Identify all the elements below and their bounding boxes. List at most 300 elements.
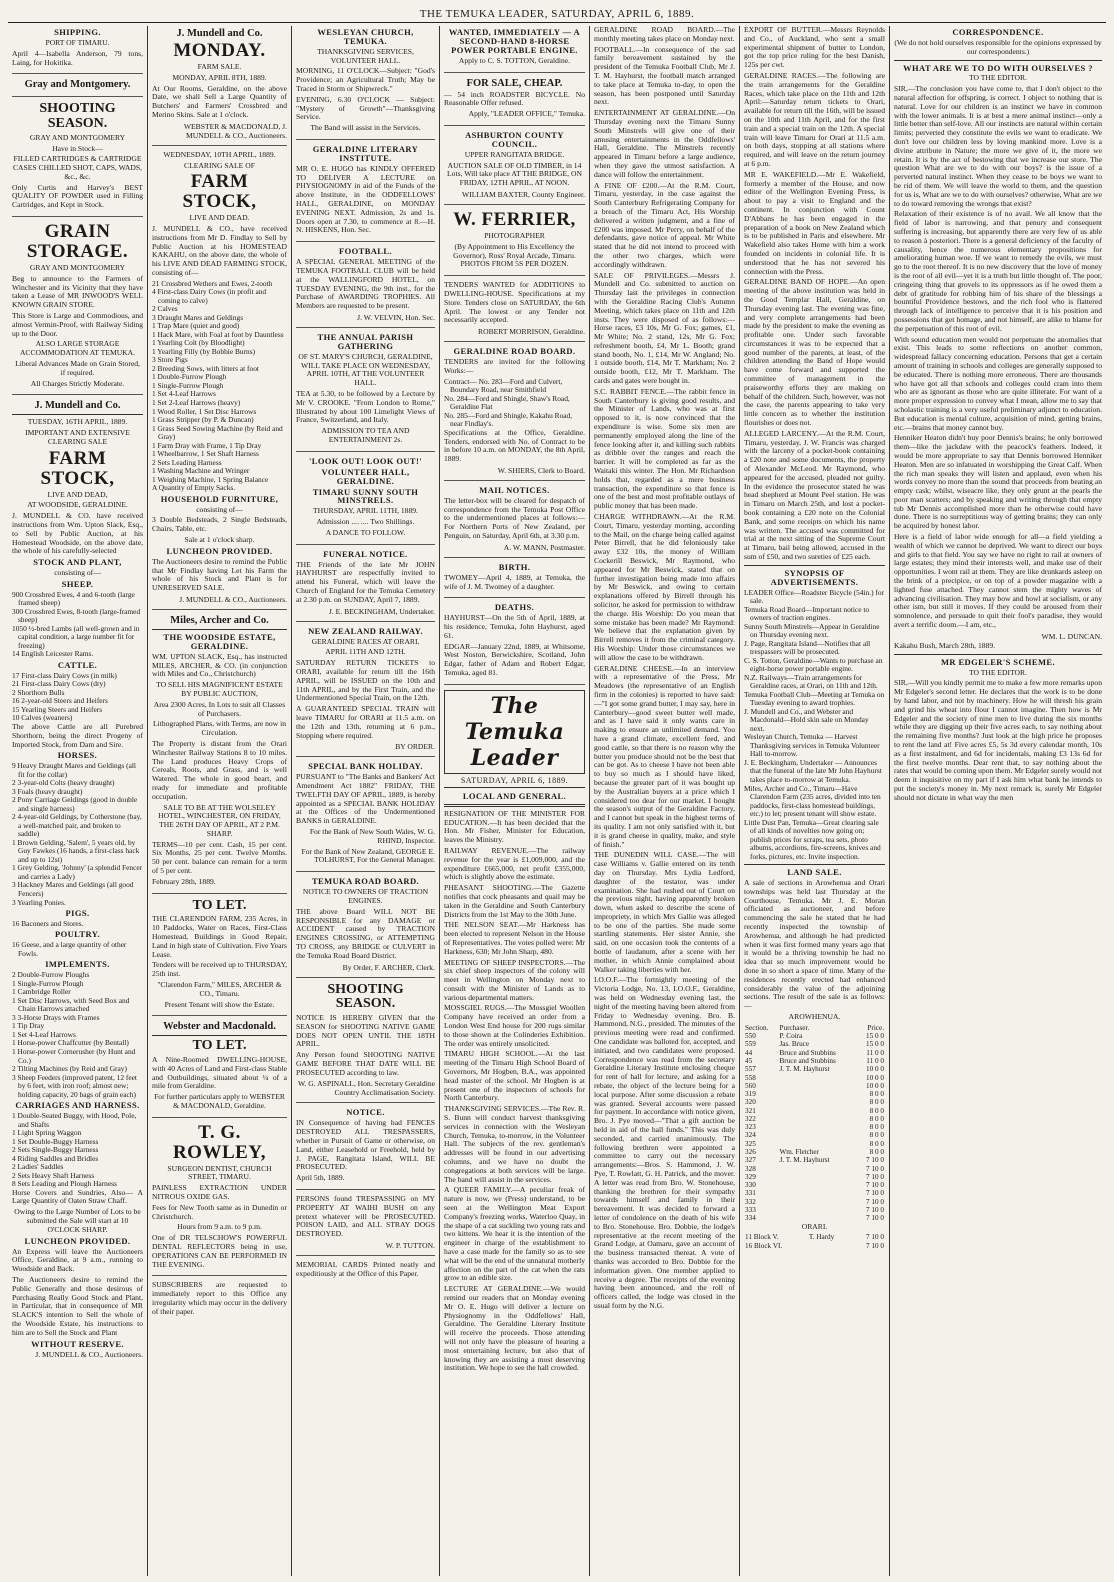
table-cell: 7 10 0 [866,1197,884,1206]
table-cell: 8 0 0 [869,1139,884,1148]
list-item: 3 Sheep Feeders (improved patent, 12 feet by 6 feet, with iron roof; almost new; holding capacity, 20 bags of grain each) [12,1072,137,1099]
column-header: Price. [867,1023,884,1032]
list-item: 1 Wood Roller, 1 Set Disc Harrows [152,406,257,416]
advertiser-name: Miles, Archer and Co. [170,614,269,626]
letter-place: Kakahu Bush, March 28th, 1889. [894,640,996,650]
ad-text: MORNING, 11 O'CLOCK—Subject: "God's Providence; an Agricultural Truth; May be Traced in Storm or Shipwreck." [296,66,435,94]
table-cell: 16 Block VI. [745,1241,783,1250]
ad-subheading: PHOTOGRAPHER [484,230,545,240]
ad-text: Owing to the Large Number of Lots to be submitted the Sale will start at 10 O'CLOCK SHARP. [14,1207,141,1234]
ad-heading: TEMUKA ROAD BOARD. [311,876,420,887]
news-paragraph: SALE OF PRIVILEGES.—Messrs J. Mundell and Co. submitted to auction on Thursday last the privileges in connection with the Geraldine Racing Club's Autumn Meeting, which takes place on 11th and 12th insts. They were disposed of as follows:—Horse races, £3 10s, Mr G. Fox; games, £1, Mr White; No. 2 stand, 12s, Mr G. Fox; refreshment booth, £4, Mr L. Booth; grand stand booth, No. 1, £14, Mr W. Angland; No. 1 outside booth, £14, Mr T. Markham; No. 2 outside booth, £12, Mr T. Markham. The cards and gates were bought in. [594,270,735,386]
ad-heading: THE ANNUAL PARISH GATHERING [317,331,414,351]
list-item: 2 Double-Furrow Ploughs [12,970,90,980]
editorial-note: (We do not hold ourselves responsible for the opinions expressed by our correspondents.) [894,37,1102,56]
ad-text: A Nine-Roomed DWELLING-HOUSE, with 40 Acres of Land and First-class Stable and Outbuildings, situated about ¼ of a mile from Geraldine. [152,1055,287,1091]
table-cell: 323 [745,1123,756,1132]
ad-text: For the Bank of New Zealand, GEORGE E. TOLHURST, For the General Manager. [301,846,435,865]
ad-text: ALSO LARGE STORAGE ACCOMMODATION AT TEMUKA. [19,339,136,358]
list-item: 21 First-class Dairy Cows (dry) [12,679,106,689]
ad-heading: 'LOOK OUT! LOOK OUT!' [308,455,422,466]
parish-gathering-ad [296,333,435,452]
orari-sale-table [744,1233,885,1250]
table-cell: 8 0 0 [869,1098,884,1107]
carriages-list [12,1112,143,1189]
table-cell [779,1074,858,1082]
ad-heading: FOOTBALL. [339,246,392,257]
table-row [744,1148,885,1156]
ad-heading: FOR SALE, CHEAP. [466,77,563,89]
list-item: 2 4-year-old Geldings, by Cotherstone (bay, a well-matched pair, and broken to saddle) [12,812,142,839]
table-cell: 7 10 0 [866,1172,884,1181]
ad-signature: BY ORDER. [395,742,435,752]
advertiser-name: Gray and Montgomery. [24,79,131,91]
list-item: 3 Hackney Mares and Geldings (all good Fencers) [12,880,134,898]
list-item: 1 Grass Stripper (by P. & Duncan) [152,415,254,425]
ad-text: — 54 inch ROADSTER BICYCLE. No Reasonable Offer refused. [444,89,585,108]
news-paragraph: EXPORT OF BUTTER.—Messrs Reynolds and Co., of Auckland, who sent a small experimental shipment of butter to London, got the top price ruling for the best Danish, 125s per cwt. [744,26,885,70]
table-cell: 325 [745,1139,756,1148]
list-item: No. 285—Ford and Shingle, Kakahu Road, near Findlay's. [444,410,573,429]
list-item: 3 Yearling Ponies. [12,897,66,907]
news-paragraph: FOOTBALL.—In consequence of the sad family bereavement sustained by the president of the Temuka Football Club, Mr J. T. M. Hayhurst, the football match arranged to take place at Temuka to-day, to open the season, has been postponed until Saturday next. [594,44,735,107]
ad-text: The Property is distant from the Orari Winchester Railway Stations 8 to 10 miles. The Land produces Heavy Crops of Cereals, Roots, and Grass, and is well Watered. The whole in good heart, and ready for immediate and profitable occupation. [152,738,287,801]
sale-date: TUESDAY, 16TH APRIL, 1889. [27,417,128,427]
table-caption: ORARI. [801,1221,828,1231]
ad-text: The Band will assist in the Services. [310,123,421,133]
shooting-season-ad [12,102,143,217]
ad-subheading: NOTICE TO OWNERS OF TRACTION ENGINES. [302,887,429,905]
ad-text: PURSUANT to "The Banks and Bankers' Act Amendment Act 1882" FRIDAY, THE TWELFTH DAY OF APRIL, 1889, is hereby appointed as a SPECIAL BANK HOLIDAY at the Offices of the Undermentioned BANKS in GERALDINE. [296,772,435,826]
ad-text: Tenders will be received up to THURSDAY, 25th inst. [152,960,287,979]
section-heading: CARRIAGES AND HARNESS. [15,1100,140,1111]
list-item: 2 Pony Carriage Geldings (good in double and single harness) [12,795,138,813]
table-cell: 560 [745,1081,756,1090]
cattle-list [12,672,143,723]
table-cell: 328 [745,1164,756,1173]
ad-text: An Express will leave the Auctioneers Office, Geraldine, at 9 a.m., running to Woodside and Back. [12,1246,143,1274]
trespass-notice [296,1108,435,1190]
list-item: 16 2-year-old Steers and Heifers [12,696,108,706]
page-masthead: THE TEMUKA LEADER, SATURDAY, APRIL 6, 1889. [8,6,1106,23]
table-cell [779,1173,858,1181]
ad-text: Specifications at the Office, Geraldine. Tenders, endorsed with No. of Contract to be in before 10 a.m. on MONDAY, the 8th April, 1889. [444,427,585,464]
table-cell: 8 0 0 [869,1123,884,1132]
divider [744,565,885,566]
ad-text: TEA at 5.30, to be followed by a Lecture by Mr V. CROOKE. "From London to Rome," Illustrated by about 100 Limelight Views of France, Switzerland, and Italy. [296,388,435,425]
shipping-block [12,28,143,74]
ad-heading: NEW ZEALAND RAILWAY. [308,625,423,636]
list-item: 1 Wheelbarrow, 1 Set Shaft Harness [152,449,259,459]
ad-signature: W. SHIERS, Clerk to Board. [497,465,585,475]
news-paragraph: ALLEGED LARCENY.—At the R.M. Court, Timaru, yesterday, J. W. Francis was charged with the larceny of a pocket-book containing a £20 note and some documents, the property of Alexander McLeod. Mr Raymond, who appeared for the accused, pleaded not guilty. In the evidence the prosecutor stated he was head shepherd at Mount Peel station. He was in Timaru on March 25th, and lost a pocket-book containing a £20 note on the Colonial Bank, and some receipts on which his name was written. The accused was committed for trial at the next sitting of the Supreme Court at Timaru, bail being allowed, accused in the sum of £50, and two sureties of £25 each. [744,428,885,562]
list-item: 17 First-class Dairy Cows (in milk) [12,670,117,680]
football-ad [296,247,435,328]
list-item: 1 Washing Machine and Wringer [152,466,250,476]
ad-text: ADMISSION TO TEA AND ENTERTAINMENT 2s. [321,426,410,444]
ad-text: The Auctioneers desire to remind the Public that Mr Findlay having Let his Farm the whole of his Stock and Plant is for UNRESERVED SALE. [152,556,287,593]
table-cell: 324 [745,1131,756,1140]
table-cell [779,1082,858,1090]
table-cell: P. Coira [779,1032,803,1041]
advertiser-name: J. Mundell and Co. [176,28,263,39]
sale-subheading: FARM SALE. [197,61,242,71]
list-item: 1 Horse-power Chaffcutter (by Bentall) [12,1038,129,1048]
table-row [744,1082,885,1090]
ad-text: Present Tenant will show the Estate. [164,999,275,1009]
table-cell: 559 [745,1040,756,1049]
ad-heading: MAIL NOTICES. [479,484,550,495]
ad-date: February 28th, 1889. [152,876,216,886]
letter-salutation: TO THE EDITOR. [968,667,1027,677]
table-cell: 329 [745,1172,756,1181]
news-paragraph: MOSSGIEL RUGS.—The Mossgiel Woollen Company have received an order from a London West End house for 200 rugs similar to those shown at the Colinderies Exhibition. The order was entirely unsolicited. [444,1003,585,1048]
memorial-cards-ad [296,1261,435,1285]
ad-text: For the Bank of New South Wales, W. G. RHIND, Inspector. [309,827,435,845]
ad-heading: WESLEYAN CHURCH, TEMUKA. [317,27,414,46]
list-item: 1 Set 4-Leaf Harrows [152,389,216,399]
ad-text: At Our Rooms, Geraldine, on the above Date, we shall Sell a Large Quantity of Butchers' and Farmers' Crossbred and Merino Skins. Sale at 1 o'clock. [152,83,287,119]
list-item: 2 Calves [152,304,178,314]
divider [894,60,1102,61]
news-paragraph: A sale of sections in Arowhenua and Orari townships was held last Thursday at the Courthouse, Temuka. Mr J. E. Moran officiated as auctioneer, and before commencing the sale he stated that he had recently inspected the township of Arowhenua, and although he had predicted when it was first formed many years ago that it would be a thriving township he had no idea that so much improvement would be done in so short a space of time. Many of the residences recently erected had enhanced considerably the value of the adjoining sections. The result of the sale is as follows:— [744,878,885,1011]
table-row [744,1115,885,1123]
ad-subheading: UPPER RANGITATA BRIDGE. [464,149,565,159]
news-paragraph: GERALDINE CHEESE.—In an interview with a representative of the Press, Mr Meadows (the representative of an English firm in the colonies) is reported to have said:—"I got some grand butter, I may say, here in Canterbury—good sweet butter well made, and as I have said it only wants care in making to ensure an unlimited demand. You have a grand climate, excellent feed, and good cattle, so that there is no reason why the butter you produce should not be the best that can be got. As to cheese I have not been able to buy so much as I should have liked, because the greater part of it was bought up by the Australian buyers at a price which I considered too dear for our market. I bought the season's output of the Geraldine Factory, and I cannot but speak in the highest terms of its quality. I am not only satisfied with it, but it is grand cheese in quality, make, and style of finish." [594,663,735,849]
table-row [744,1206,885,1214]
column-5 [590,26,740,1576]
ad-heading: FARM STOCK, [182,171,257,213]
contracts-list [444,378,585,429]
ad-heading: MONDAY. [173,40,266,62]
list-item: 2 Sets Single-Buggy Harness [12,1145,99,1155]
geraldine-road-board-ad [444,347,585,481]
table-row [744,1189,885,1197]
table-cell: 8 0 0 [869,1131,884,1140]
synopsis-list [744,589,885,862]
table-row [744,1098,885,1106]
table-cell: Bruce and Stubbins [779,1048,836,1057]
ad-text: A GUARANTEED SPECIAL TRAIN will leave TIMARU for ORARI at 11.5 a.m. on the 12th and 13th, returning at 6 p.m., Stopping where required. [296,704,435,740]
list-item: 1 Hack Mare, with Foal at foot by Dauntless [152,329,284,339]
ad-text: HAYHURST—On the 5th of April, 1889, at his residence, Temuka, John Hayhurst, aged 61. [444,613,585,640]
ad-heading: TO LET. [192,1038,247,1054]
ad-signature: J. MUNDELL & CO., Auctioneers. [35,1350,143,1360]
news-paragraph: LECTURE AT GERALDINE.—We would remind our readers that on Monday evening Mr O. E. Hugo will deliver a lecture on Physiognomy in the Oddfellows' Hall, Geraldine. The Geraldine Literary Institute will receive the proceeds. Those attending will not only have the pleasure of hearing a most entertaining lecture, but also that of knowing they are assisting a most deserving institution. We hope to see the hall crowded. [444,1284,585,1373]
ad-text: The letter-box will be cleared for despatch of correspondence from the Temuka Post Office to the undermentioned places at follows:— For Northern Ports of New Zealand, per Penguin, on Saturday, April 6th, at 3.30 p.m. [444,495,585,541]
sale-subheading: LIVE AND DEAD, [47,489,108,499]
ad-text: SUBSCRIBERS are requested to immediately report to this Office any irregularity which may occur in the delivery of their paper. [152,1280,287,1316]
table-cell [779,1115,858,1123]
table-cell: 320 [745,1098,756,1107]
table-cell: 45 [745,1056,753,1065]
table-row [744,1057,885,1065]
ad-text: Apply, "LEADER OFFICE," Temuka. [468,109,585,119]
ad-signature: J. E. BECKINGHAM, Undertaker. [328,606,435,616]
land-rows [744,1233,885,1250]
ad-text: SATURDAY RETURN TICKETS to ORARI, available for return till the 16th APRIL, will be ISSUED on the 10th and 11th APRIL, and by the First Train, and the Undermentioned Special Train, on the 12th. [296,658,435,703]
table-cell: 10 0 0 [866,1065,884,1074]
list-item: 1 Set Disc Harrows, with Seed Box and Chain Harrows attached [12,995,130,1014]
list-item: 1 Yearling Colt (by Bloodlight) [152,338,245,348]
section-heading: LAND SALE. [787,867,842,878]
ad-text: EDGAR—January 22nd, 1889, at Whitsome, West Noston, Berwickshire, Scotland, John Edgar, father of Adam and Robert Edgar, Temuka, aged 81. [444,641,585,678]
table-cell: 7 10 0 [866,1189,884,1198]
table-row [744,1198,885,1206]
table-cell [779,1181,858,1189]
waihi-trespass-notice [296,1195,435,1256]
table-row [744,1065,885,1073]
ad-text: THE above Board WILL NOT BE RESPONSIBLE for any DAMAGE or ACCIDENT caused by TRACTION ENGINES CROSSING, or ATTEMPTING TO CROSS, any BRIDGE or CULVERT in the Temuka Road Board District. [296,906,435,960]
list-item: Miles, Archer and Co., Timaru—Have Clarendon Farm (235 acres, divided into ten paddocks, first-class homestead buildings, etc.) to let; present tenant will show estate. [744,783,881,819]
table-cell: Jas. Bruce [779,1040,810,1049]
ad-text: THE CLARENDON FARM, 235 Acres, in 10 Paddocks, Water on Races, First-Class Homestead, Buildings in Good Repair, Land in high state of Cultivation. Five Years Lease. [152,914,287,959]
list-item: 2 Ladies' Saddles [12,1162,64,1172]
list-item: 3 3-Horse Drays with Frames [12,1012,100,1022]
ad-heading: SHOOTING SEASON. [327,981,404,1012]
poultry-list [12,941,143,958]
ad-text: WM. UPTON SLACK, Esq., has instructed MILES, ARCHER, & CO. (in conjunction with Miles and Co., Christchurch) [152,651,287,679]
section-heading: IMPLEMENTS. [45,959,110,970]
list-item: 2 3-year-old Colts (heavy draught) [12,778,115,788]
table-cell: 15 0 0 [866,1040,884,1049]
table-cell: 326 [745,1148,756,1157]
section-heading: SYNOPSIS OF ADVERTISEMENTS. [770,567,859,587]
list-item: 1 Set 4-Leaf Harrows [12,1029,76,1039]
list-item: 1 Yearling Filly (by Bobbie Burns) [152,346,256,356]
list-item: 2 Breeding Sows, with litters at foot [152,363,259,373]
table-row [744,1181,885,1189]
table-cell: 15 0 0 [866,1032,884,1041]
ad-text: TWOMEY—April 4, 1889, at Temuka, the wife of J. M. Twomey of a daughter. [444,572,585,591]
dentist-ad [152,1123,287,1277]
ad-text: Horse Covers and Sundries, Also— A Large Quantity of Oaten Straw Chaff. [12,1187,143,1206]
list-item: No. 284—Ford and Shingle, Shaw's Road, Geraldine Flat [444,393,570,412]
wesleyan-church-ad [296,28,435,140]
table-header-row [744,1024,885,1032]
table-cell: 327 [745,1156,756,1165]
list-item: J. Page, Rangitata Island—Notifies that all trespassers will be prosecuted. [744,638,871,657]
list-item: 9 Heavy Draught Mares and Geldings (all fit for the collar) [12,761,136,779]
news-paragraph: A FINE OF £200.—At the R.M. Court, Timaru, yesterday, in the case against the South Canterbury Refrigerating Company for a breach of the Timaru Act, His Worship delivered a written judgment, and a fine of £200 was imposed. Mr Perry, on behalf of the defendants, gave notice of appeal. Mr White stated that he did not intend to proceed with the other two charges, which were accordingly withdrawn. [594,180,735,269]
list-item: 3 Store Pigs [152,355,188,365]
table-row [744,1040,885,1048]
table-row [744,1233,885,1241]
ad-text: For further particulars apply to WEBSTER & MACDONALD, Geraldine. [154,1092,285,1111]
death-notices [444,603,585,685]
section-heading: HORSES. [57,750,98,761]
photographer-ad [444,210,585,276]
ad-signature: WEBSTER & MACDONALD, J. MUNDELL & CO., Auctioneers. [183,121,287,140]
sheep-list [12,591,143,659]
list-item: 2 Shorthorn Bulls [12,687,65,697]
table-cell [779,1206,858,1214]
table-cell: Bruce and Stubbins [779,1056,836,1065]
mail-notices [444,486,585,558]
column-6 [740,26,890,1576]
list-item: Little Dust Pan, Temuka—Great clearing sale of all kinds of novelties now going on; publish prices for scraps, tea sets, photo albums, accordions, fire-screens, knives and forks, pictures, etc. Invite inspection. [744,817,881,861]
list-item: 3 Draught Mares and Geldings [152,312,244,322]
ad-text: Lithographed Plans, with Terms, are now in Circulation. [152,719,287,738]
column-3 [292,26,440,1576]
ad-text: THE Friends of the late Mr JOHN HAYHURST are respectfully invited to attend his Funeral, which will leave the Church of England for the Temuka Cemetery at 2.30 p.m. on SUNDAY, April 7, 1889. [296,559,435,604]
news-paragraph: ENTERTAINMENT AT GERALDINE.—On Thursday evening next the Timaru Sunny South Minstrels will give one of their amusing entertainments in the Oddfellows' Hall, Geraldine. The Minstrels recently appeared in Timaru before a large audience, when they gave the utmost satisfaction. A dance will follow the entertainment. [594,108,735,179]
ad-text: FILLED CARTRIDGES & CARTRIDGE CASES CHILLED SHOT, CAPS, WADS, &c., &c. [12,154,143,181]
list-item: 4 Riding Saddles and Bridles [12,1153,99,1163]
ad-signature: J. MUNDELL & CO., Auctioneers. [179,594,287,604]
table-cell [779,1090,858,1098]
ad-text: Only Curtis and Harvey's BEST QUALITY OF POWDER used in Filling Cartridges, and Kept in Stock. [12,182,143,210]
list-item: 1 Double-Furrow Plough [152,372,227,382]
news-paragraph: GERALDINE BAND OF HOPE.—An open meeting of the above institution was held in the Good Templar Hall, Geraldine, on Thursday evening last. The evening was fine, and very complete arrangements had been made by the president to make the evening as profitable one. Under such favorable circumstances it was to be expected that a good number of the parents, at least, of the children attending the Band of Hope would have come forward and supported the committee of management in the praiseworthy efforts they are making on behalf of the children. Such, however, was not the case, the parents appearing to take very little concern as to whether the institution flourishes or does not. [744,277,885,428]
news-paragraph: MR E. WAKEFIELD.—Mr E. Wakefield, formerly a member of the House, and now editor of the Wellington Evening Press, is about to pay a visit to England and the continent. In conjunction with Count D'Abbans he has been engaged in the preparation of a book on New Zealand which is to be published in Paris and elsewhere. Mr Wakefield also takes Home with him a work founded on incidents in colonial life. It is understood that he has not severed his connection with the Press. [744,169,885,276]
news-paragraph: TIMARU HIGH SCHOOL.—At the last meeting of the Timaru High School Board of Governors, Mr Hogben, B.A., was appointed head master of the school. Mr Hogben is at present one of the inspectors of schools for North Canterbury. [444,1049,585,1103]
ad-text: MR O. E. HUGO has KINDLY OFFERED TO DELIVER A LECTURE on PHYSIOGNOMY in aid of the Funds of the above Institute, in the ODDFELLOWS' HALL, GERALDINE, on MONDAY EVENING NEXT. Admission, 2s and 1s. Doors open at 7.30, to commence at 8.—H. N. HISKENS, Hon. Sec. [296,163,435,235]
divider [152,1035,287,1036]
column-1 [8,26,148,1576]
list-item: 8 Sets Leading and Plough Harness [12,1179,117,1189]
ad-signature: ROBERT MORRISON, Geraldine. [478,327,585,337]
columns [8,26,1106,1576]
list-item: 1 Grass Seed Sowing Machine (by Reid and Gray) [152,423,283,442]
table-cell [779,1189,858,1197]
ad-signature: W. G. ASPINALL, Hon. Secretary Geraldine Country Acclimatisation Society. [297,1079,435,1098]
ad-signature: J. W. VELVIN, Hon. Sec. [357,312,435,322]
ad-text: The above Cattle are all Purebred Shorthorn, being the direct Progeny of Imported Stock, from Dam and Sire. [12,721,143,749]
tenders-ad [444,281,585,342]
table-cell: 7 10 0 [866,1214,884,1223]
ad-text: AUCTION SALE OF OLD TIMBER, in 14 Lots, Will take place AT THE BRIDGE, ON FRIDAY, 12TH APRIL, AT NOON. [447,160,582,188]
table-cell [779,1165,858,1173]
list-item: J. E. Beckingham, Undertaker — Announces that the funeral of the late Mr John Hayhurst takes place to-morrow at Temuka. [744,757,882,784]
local-news [444,792,585,1373]
ad-text: consisting of— [54,568,101,578]
sale-location: AT WOODSIDE, GERALDINE. [27,500,128,510]
shipping-heading: SHIPPING. [54,27,101,37]
letter-title: MR EDGELER'S SCHEME. [940,656,1056,667]
horses-list [12,762,143,907]
ad-text: Fees for New Tooth same as in Dunedin or Christchurch. [152,1202,287,1221]
ad-subheading: GERALDINE RACES AT ORARI. [311,636,420,646]
table-cell: 332 [745,1197,756,1206]
list-item: Wesleyan Church, Temuka — Harvest Thanksgiving services in Temuka Volunteer Hall to-morrow. [744,732,880,759]
list-item: 10 Calves (weaners) [12,713,73,723]
land-rows [744,1032,885,1222]
ad-text: The Auctioneers desire to remind the Public Generally and those desirous of Purchasing Really Good Stock and Plant, in Particular, that in consequence of MR SLACK'S intention to Sell the whole of the Woodside Estate, his instructions to him are to Sell the Stock and Plant [12,1274,143,1337]
shipping-subheading: PORT OF TIMARU. [45,37,110,47]
list-item: 1050 ½-bred Lambs (all well-grown and in capital condition, a large number fit for freezing) [12,623,140,650]
list-item: 4 First-class Dairy Cows (in profit and coming to calve) [152,287,267,305]
ad-text: TO SELL HIS MAGNIFICENT ESTATE BY PUBLIC AUCTION, [156,680,283,698]
table-row [744,1074,885,1082]
ad-heading: W. FERRIER, [453,209,576,230]
ad-text: Hours from 9 a.m. to 9 p.m. [177,1222,262,1232]
ad-advertiser: GRAY AND MONTGOMERY [29,262,126,272]
list-item: N.Z. Railways—Train arrangements for Geraldine races, at Orari, on 11th and 12th. [744,672,878,691]
implements-list [12,971,143,1099]
list-item: 2 Sets Heavy Shaft Harness [12,1170,95,1180]
ad-text: TENDERS WANTED for ADDITIONS to DWELLING-HOUSE. Specifications at my Store. Tenders close on SATURDAY, the 6th April. The lowest or any Tender not necessarily accepted. [444,280,585,325]
ad-text: J. MUNDELL & CO. have received instructions from Wm. Upton Slack, Esq., to Sell by Public Auction, at his Homestead Woodside, on the above date, the whole of his carefully-selected [12,511,143,556]
list-item: 1 Weighing Machine, 1 Spring Balance [152,474,269,484]
section-heading: LUNCHEON PROVIDED. [166,545,273,556]
ad-text: "Clarendon Farm," MILES, ARCHER & CO., Timaru. [157,979,282,998]
table-cell [779,1098,858,1106]
table-cell [808,1242,853,1250]
subscribers-notice [152,1281,287,1322]
column-7 [890,26,1106,1576]
list-item: 1 Double-Seated Buggy, with Hood, Pole, and Shafts [12,1111,137,1129]
news-paragraph: A QUEER FAMILY.—A peculiar freak of nature is now, we (Press) understand, to be seen at the Wellington Meat Export Company's freezing works, Waterloo Quay, in the shape of a cat suckling two young rats and two kittens. We hear it is the intention of the engineer in charge of the establishment to have a case made for the family so as to see what will be the end of the unnatural motherly affection on the part of the cat when the rats grow to an edible size. [444,1185,585,1283]
letter-paragraph: SIR,—Will you kindly permit me to make a few more remarks upon Mr Edgeler's second letter. He declares that the work is to be done by hand labor, and not by machinery. How he will thresh his grain and grind his wheat into flour I cannot imagine. Then how is Mr Edgeler and the society of nine men to live during the six months while they are digging up their five acres each, to say nothing about the remaining five months? Just look at the high price he proposes to rent the land at! Five acres £5, 5s 3d every calendar month, 10s as a first instalment, and 6d for incidentals, making £3 13s 6d for the first twelve months. Dear rent that, to say nothing about the rates that would be coming upon them. Mr Edgeler surely would not deem it inquisitive on my part if I ask him what bank he intends to put the society's money in. My next remark is, surely Mr Edgeler should not dictate in what way the men [894,678,1102,802]
list-item: 2 Sets Leading Harness [152,457,222,467]
table-cell: J. T. M. Hayhurst [779,1156,830,1165]
ad-heading: FUNERAL NOTICE. [323,548,408,559]
table-cell: 334 [745,1214,756,1223]
birth-notice [444,563,585,599]
list-item: 14 English Leicester Rams. [12,649,94,659]
table-cell: 8 0 0 [869,1114,884,1123]
list-item: 15 Yearling Steers and Heifers [12,704,103,714]
sale-subheading: IMPORTANT AND EXTENSIVE CLEARING SALE [25,428,130,446]
column-4 [440,26,590,1576]
advertiser-name: Webster and Macdonald. [163,1021,276,1033]
bank-holiday-ad [296,762,435,872]
engine-wanted-ad [444,28,585,73]
stock-list [152,280,287,493]
sale-subheading: CLEARING SALE OF [184,160,255,170]
road-board-ad [296,877,435,977]
table-cell: 8 0 0 [869,1148,884,1157]
grain-storage-ad [12,222,143,395]
ad-text: (By Appointment to His Excellency the Governor), Ross' Royal Arcade, Timaru. PHOTOS FROM 5S PER DOZEN. [453,241,576,269]
ad-subheading: VOLUNTEER HALL, GERALDINE. [321,466,410,486]
list-item: 16 Baconers and Stores. [12,918,84,928]
divider [444,804,585,807]
table-cell: 322 [745,1114,756,1123]
land-sale-table [744,1024,885,1223]
ad-text: OF ST. MARY'S CHURCH, GERALDINE, WILL TAKE PLACE ON WEDNESDAY, APRIL 10TH, AT THE VOLUNTEER HALL. [298,351,433,388]
section-heading: BIRTH. [498,561,531,572]
news-paragraph: GERALDINE RACES.—The following are the train arrangements for the Geraldine Races, which take place on the 11th and 12th April:—Saturday return tickets to Orari, available for return till the 16th, will be issued on the 10th and 11th April, and for the first train and a special train on the 12th. A special train will leave Timaru for Orari at 11.5 a.m. on both days, stopping at all stations where required, and will leave on the return journey at 6 p.m. [744,70,885,168]
list-item: 1 Brown Gelding, 'Salem', 5 years old, by Guy Fawkes (16 hands, a first-class hack and up to 12st) [12,837,140,864]
issue-date: SATURDAY, APRIL 6, 1889. [444,776,585,788]
section-heading: CATTLE. [57,659,98,670]
list-item: 1 Single-Furrow Plough [152,380,224,390]
section-heading: WITHOUT RESERVE. [31,1338,124,1349]
divider [12,414,143,415]
table-cell: 7 10 0 [866,1206,884,1215]
ad-text: Sale at 1 o'clock sharp. [184,534,255,544]
ad-date: April 5th, 1889. [296,1173,345,1183]
table-cell: 11 Block V. [745,1233,779,1242]
ad-text: A DANCE TO FOLLOW. [325,527,406,537]
ad-heading: GRAIN STORAGE. [26,221,129,263]
shipping-text: April 4—Isabella Anderson, 79 tons, Laing, for Hokitika. [12,48,143,67]
table-cell: T. Hardy [808,1233,835,1242]
ad-text: Liberal Advances Made on Grain Stored, if required. [15,358,140,377]
ad-text: TERMS—10 per cent. Cash, 15 per cent. Six Months, 25 per cent. Twelve Months. 50 per cent. balance can remain for a term of 5 per cent. [152,839,287,876]
list-item: 1 Horse-power Cornerusher (by Hunt and Co.) [12,1046,136,1065]
ad-heading: SPECIAL BANK HOLIDAY. [308,761,423,772]
sale-subheading: LIVE AND DEAD. [189,213,250,223]
letter-paragraph: Here is a field of labor wide enough for all—a field yielding a wealth of which we cannot be deprived. We want to direct our boys and girls to that field. You say we have no right to rail at owners of large estates; they mind their interests well, and make use of their opportunities. I wont rail at them. They are like drunkards asleep on the brink of a precipice, or on top of a powder magazine with a lighted fuse attached. They cannot stem the mighty waves of advancing civilisation. They may bow and howl at socialism, or any other ism, but still it moves. If they could be aroused from their somnolence, and persuade to quit their fool's paradise, they would avert a terrific doom.—I am, etc., [894,532,1102,630]
section-heading: LUNCHEON PROVIDED. [24,1235,131,1246]
section-heading: POULTRY. [54,929,101,940]
news-paragraph: THANKSGIVING SERVICES.—The Rev. R. S. Bunn will conduct harvest thanksgiving services in connection with the Wesleyan Church, Temuka, to-morrow, in the Volunteer Hall. The subjects of the rev. gentleman's addresses will be found in our advertising columns, and we have no doubt the congregations at both services will be large. The band will assist in the services. [444,1104,585,1184]
news-paragraph: MEETING OF SHEEP INSPECTORS.—The six chief sheep inspectors of the colony will meet in Wellington on Monday next to consult with the Minister of Lands as to various departmental matters. [444,957,585,1002]
table-cell: 550 [745,1032,756,1041]
